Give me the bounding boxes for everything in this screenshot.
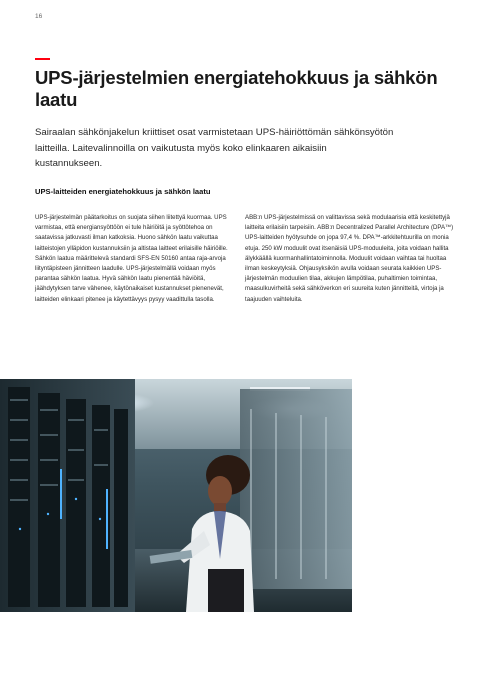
page-number: 16 — [35, 13, 43, 20]
section-heading: UPS-laitteiden energiatehokkuus ja sähkön laatu — [35, 187, 211, 196]
server-room-photo — [0, 379, 352, 612]
body-text-right: ABB:n UPS-järjestelmissä on valittavissa sekä modulaarisia että keskitettyjä laitteita erilaisiin tarpeisiin. ABB:n Decentralized Parallel Architecture (DPA™) UPS-laitteiden hyötysuhde on jopa 97,4 %. DPA™-arkkitehtuurilla on monia etuja. 250 kW moduulit ovat itsenäisiä UPS-moduuleita, joita voidaan hallita älykkäällä kuormanhallintatoiminnolla. Moduulit voidaan vaihtaa tai huoltaa ilman keskeytyksiä. Ohjausyksikön avulla voidaan seurata kaikkien UPS-järjestelmän moduulien tilaa, akkujen lämpötilaa, puhaltimien toimintaa, maasulkuvirheitä sekä sähköverkon eri suureita kuten jännitteitä, virtoja ja taajuuden vaihteluita. — [245, 214, 454, 303]
body-text-left: UPS-järjestelmän päätarkoitus on suojata siihen liitettyä kuormaa. UPS varmistaa, että energiansyöttöön ei tule häiriöitä ja syöttötehoa on saatavissa jatkuvasti ilman katkoksia. Huono sähkön laatu vaikuttaa laitteistojen ylläpidon kustannuksiin ja altistaa laitteet erilaisille häiriöille. Sähkön laatua määrittelevä standardi SFS-EN 50160 antaa raja-arvoja liityntäpisteen jännitteen laadulle. UPS-järjestelmällä voidaan myös parantaa sähkön laatua. Hyvä sähkön laatu pienentää häviöitä, jäähdytyksen tarve vähenee, käytönaikaiset kustannukset pienenevät, laitteiden elinkaari pitenee ja käytettävyys pysyy vaadittulla tasolla. — [35, 214, 228, 303]
lead-paragraph: Sairaalan sähkönjakelun kriittiset osat varmistetaan UPS-häiriöttömän sähkönsyötön laitteilla. Laitevalinnoilla on vaikutusta myös koko elinkaaren aikaisiin kustannukseen. — [35, 127, 394, 169]
body-column-right — [245, 213, 455, 305]
server-room-illustration — [0, 379, 352, 612]
body-column-left — [35, 213, 240, 305]
page-title: UPS-järjestelmien energiatehokkuus ja sähkön laatu — [35, 67, 438, 110]
accent-rule — [35, 58, 50, 60]
